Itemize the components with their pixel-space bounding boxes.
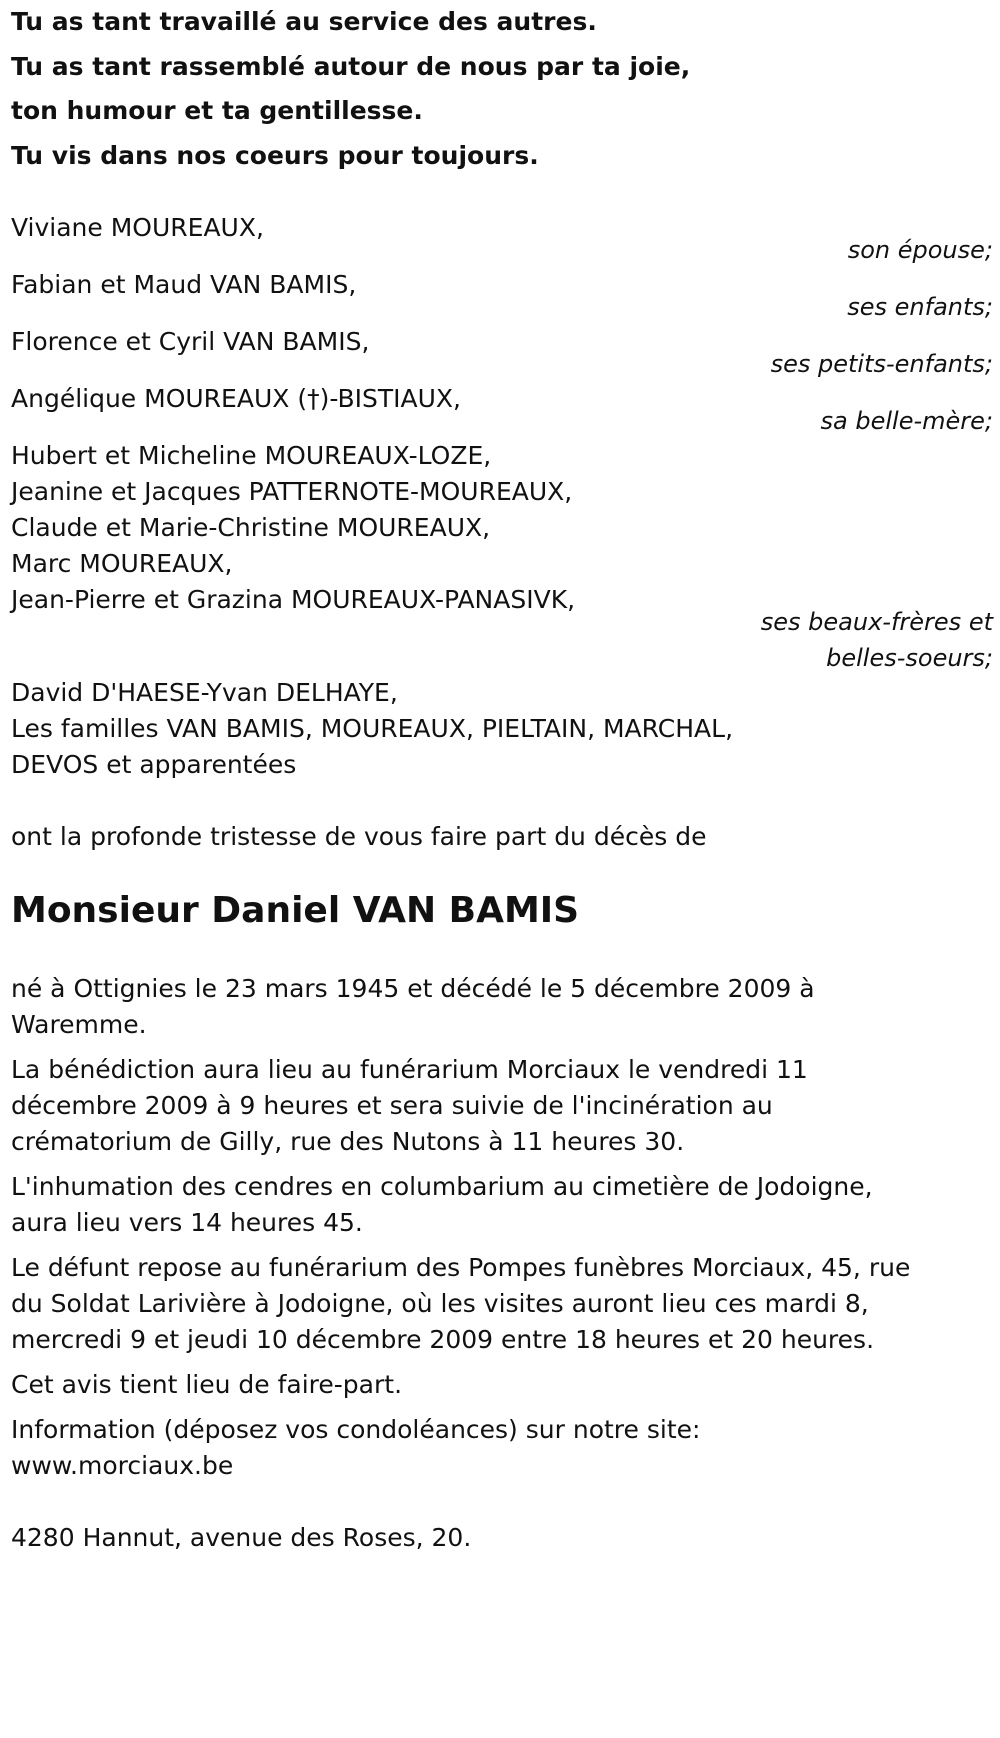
family-sibling-in-law: Marc MOUREAUX, bbox=[11, 549, 233, 578]
role-siblings-in-law: belles-soeurs; bbox=[826, 644, 993, 672]
inhumation-line: aura lieu vers 14 heures 45. bbox=[11, 1208, 363, 1237]
website-info-line: Information (déposez vos condoléances) sur notre site: bbox=[11, 1415, 701, 1444]
poem-line: ton humour et ta gentillesse. bbox=[11, 96, 423, 125]
family-children: Fabian et Maud VAN BAMIS, bbox=[11, 270, 357, 299]
visits-line: du Soldat Larivière à Jodoigne, où les visites auront lieu ces mardi 8, bbox=[11, 1289, 869, 1318]
visits-line: mercredi 9 et jeudi 10 décembre 2009 entre 18 heures et 20 heures. bbox=[11, 1325, 875, 1354]
birth-death-line: Waremme. bbox=[11, 1010, 147, 1039]
poem-line: Tu as tant rassemblé autour de nous par ta joie, bbox=[11, 52, 691, 81]
family-mother-in-law: Angélique MOUREAUX (†)-BISTIAUX, bbox=[11, 384, 461, 413]
family-sibling-in-law: Jeanine et Jacques PATTERNOTE-MOUREAUX, bbox=[11, 477, 573, 506]
notice-line: Cet avis tient lieu de faire-part. bbox=[11, 1370, 403, 1399]
poem-line: Tu vis dans nos coeurs pour toujours. bbox=[11, 141, 539, 170]
poem-line: Tu as tant travaillé au service des autres. bbox=[11, 7, 597, 36]
family-sibling-in-law: Claude et Marie-Christine MOUREAUX, bbox=[11, 513, 491, 542]
ceremony-line: La bénédiction aura lieu au funérarium Morciaux le vendredi 11 bbox=[11, 1055, 808, 1084]
birth-death-line: né à Ottignies le 23 mars 1945 et décédé le 5 décembre 2009 à bbox=[11, 974, 815, 1003]
address-line: 4280 Hannut, avenue des Roses, 20. bbox=[11, 1523, 472, 1552]
role-children: ses enfants; bbox=[847, 293, 993, 321]
announcement: ont la profonde tristesse de vous faire part du décès de bbox=[11, 822, 707, 851]
ceremony-line: décembre 2009 à 9 heures et sera suivie de l'incinération au bbox=[11, 1091, 773, 1120]
family-sibling-in-law: Hubert et Micheline MOUREAUX-LOZE, bbox=[11, 441, 492, 470]
family-spouse: Viviane MOUREAUX, bbox=[11, 213, 264, 242]
role-spouse: son épouse; bbox=[847, 236, 993, 264]
inhumation-line: L'inhumation des cendres en columbarium au cimetière de Jodoigne, bbox=[11, 1172, 873, 1201]
role-siblings-in-law: ses beaux-frères et bbox=[760, 608, 993, 636]
website-link[interactable]: www.morciaux.be bbox=[11, 1451, 234, 1480]
deceased-name: Monsieur Daniel VAN BAMIS bbox=[11, 890, 580, 931]
family-grandchildren: Florence et Cyril VAN BAMIS, bbox=[11, 327, 370, 356]
family-other: David D'HAESE-Yvan DELHAYE, bbox=[11, 678, 398, 707]
role-grandchildren: ses petits-enfants; bbox=[770, 350, 993, 378]
role-mother-in-law: sa belle-mère; bbox=[820, 407, 993, 435]
family-sibling-in-law: Jean-Pierre et Grazina MOUREAUX-PANASIVK, bbox=[11, 585, 576, 614]
ceremony-line: crématorium de Gilly, rue des Nutons à 11 heures 30. bbox=[11, 1127, 685, 1156]
family-other: Les familles VAN BAMIS, MOUREAUX, PIELTAIN, MARCHAL, bbox=[11, 714, 734, 743]
visits-line: Le défunt repose au funérarium des Pompes funèbres Morciaux, 45, rue bbox=[11, 1253, 911, 1282]
family-other: DEVOS et apparentées bbox=[11, 750, 297, 779]
